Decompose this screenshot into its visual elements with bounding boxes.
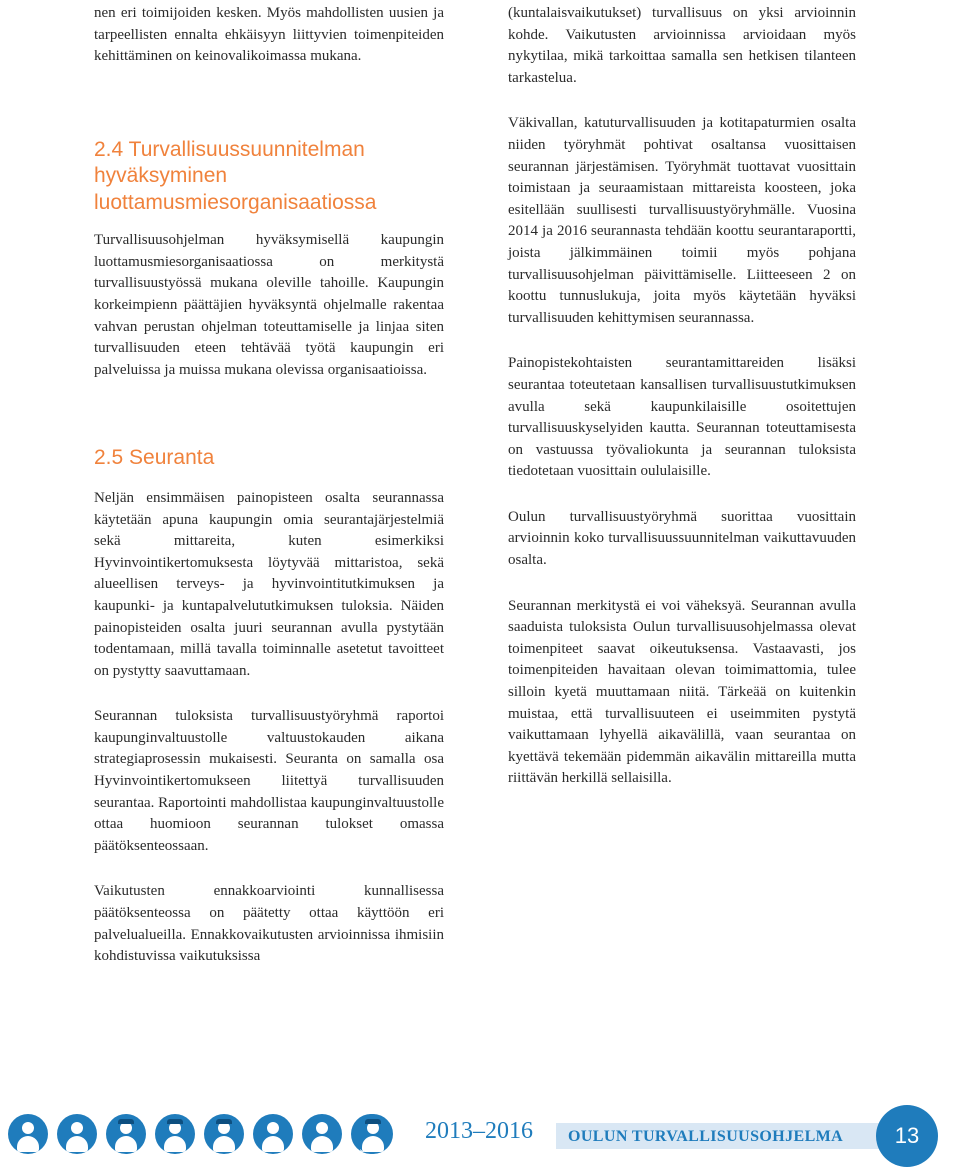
paragraph-gap xyxy=(508,89,856,113)
section-2-5-paragraph-2: Seurannan tuloksista turvallisuustyöryhmä raportoi kaupunginvaltuustolle valtuustokauden aikana strategiaprosessin mukaisesti. Seuranta on samalla osa Hyvinvointikertomukseen liitettyä turvallisuuden seurantaa. Raportointi mahdollistaa kaupunginvaltuustolle ottaa huomioon seurannan tulokset omassa päätöksenteossaan. xyxy=(94,708,444,854)
intro-paragraph: nen eri toimijoiden kesken. Myös mahdollisten uusien ja tarpeellisten ennalta ehkäisyyn liittyvien toimenpiteiden kehittäminen on keinovalikoimassa mukana. xyxy=(94,5,444,65)
program-name: OULUN TURVALLISUUSOHJELMA xyxy=(568,1128,844,1145)
footer-icon-row xyxy=(8,1114,400,1154)
paragraph-gap xyxy=(508,483,856,507)
page-number-badge: 13 xyxy=(876,1105,938,1167)
section-2-4-heading: 2.4 Turvallisuussuunnitelman hyväksyminen luottamusmiesorganisaatiossa xyxy=(94,137,377,214)
right-paragraph-3: Painopistekohtaisten seurantamittareiden lisäksi seurantaa toteutetaan kansallisen turvallisuustutkimuksen avulla sekä kaupunkilaisille osoitettujen turvallisuuskyselyiden kautta. Seurannan toteuttamisesta on vastuussa työvaliokunta ja seurannan tuloksista tiedotetaan vuosittain oululaisille. xyxy=(508,355,856,480)
page-footer xyxy=(0,1102,960,1167)
person-icon xyxy=(8,1114,48,1154)
family-icon xyxy=(57,1114,97,1154)
firefighter-icon xyxy=(155,1114,195,1154)
section-2-5-paragraph-3: Vaikutusten ennakkoarviointi kunnallisessa päätöksenteossa on päätetty ottaa käyttöön eri palvelualueilla. Ennakkovaikutusten arvioinnissa ihmisiin kohdistuvissa vaikutuksissa xyxy=(94,883,444,965)
section-2-5-heading: 2.5 Seuranta xyxy=(94,446,215,470)
section-2-4-body: Turvallisuusohjelman hyväksymisellä kaupungin luottamusmiesorganisaatiossa on merkitystä turvallisuustyössä mukana oleville tahoille. Kaupungin korkeimpienn päättäjien hyväksyntä ohjelmalle rakentaa vahvan perustan ohjelman toteuttamiselle ja linjaa siten turvallisuuden eteen tehtävää työtä kaupungin eri palveluissa ja muissa mukana olevissa organisaatioissa. xyxy=(94,232,444,378)
elderly-person-icon xyxy=(253,1114,293,1154)
right-paragraph-4: Oulun turvallisuustyöryhmä suorittaa vuosittain arvioinnin koko turvallisuussuunnitelman vaikuttavuuden osalta. xyxy=(508,508,856,569)
cyclist-icon xyxy=(302,1114,342,1154)
paragraph-gap xyxy=(508,329,856,353)
left-column xyxy=(94,3,444,968)
worker-icon xyxy=(353,1114,393,1154)
right-paragraph-2: Väkivallan, katuturvallisuuden ja kotitapaturmien osalta niiden työryhmät pohtivat osaltansa vuosittaisen seurannan järjestämisen. Työryhmät tuottavat vuosittain toimistaan ja seuraamistaan mittareista koosteen, joka esitellään suullisesti turvallisuustyöryhmälle. Vuosina 2014 ja 2016 seurannasta tehdään koottu seurantaraportti, joista jälkimmäinen toimii myös pohjana turvallisuusohjelman päivittämiselle. Liitteeseen 2 on koottu tunnuslukuja, joita myös käytetään hyväksi turvallisuuden kehittymisen seurannassa. xyxy=(508,115,856,326)
paragraph-gap xyxy=(508,572,856,596)
paragraph-gap xyxy=(94,857,444,881)
right-column xyxy=(508,3,856,790)
paragraph-gap xyxy=(94,682,444,706)
nurse-icon xyxy=(204,1114,244,1154)
right-paragraph-5: Seurannan merkitystä ei voi väheksyä. Seurannan avulla saaduista tuloksista Oulun turvallisuusohjelmassa olevat toimenpiteet saavat oikeutuksensa. Vastaavasti, jos toimenpiteiden havaitaan olevan toimimattomia, tulee silloin kyetä muuttamaan niitä. Tärkeää on kuitenkin muistaa, että turvallisuuteen ei useimmiten pystytä vaikuttamaan lyhyellä aikavälillä, vaan seurantaa on kyettävä tekemään pidemmän aikavälin mittareilla mutta riittävän herkillä sellaisilla. xyxy=(508,597,856,787)
police-officer-icon xyxy=(106,1114,146,1154)
right-paragraph-1: (kuntalaisvaikutukset) turvallisuus on yksi arvioinnin kohde. Vaikutusten arvioinnissa arvioidaan myös nykytilaa, mikä tarkoittaa samalla sen hetkisen tilanteen tarkastelua. xyxy=(508,5,856,86)
section-2-5-paragraph-1: Neljän ensimmäisen painopisteen osalta seurannassa käytetään apuna kaupungin omia seurantajärjestelmiä sekä mittareita, kuten esimerkiksi Hyvinvointikertomuksesta löytyvää mittaristoa, sekä alueellisen terveys- ja hyvinvointitutkimuksen ja kaupunki- ja kuntapalvelututkimuksen tuloksia. Näiden painopisteiden osalta juuri seurannan avulla pystytään todentamaan, millä tavalla toiminnalle asetetut tavoitteet on pystytty saavuttamaan. xyxy=(94,489,444,679)
footer-icon-row-2 xyxy=(353,1114,402,1154)
program-years: 2013–2016 xyxy=(425,1118,533,1144)
